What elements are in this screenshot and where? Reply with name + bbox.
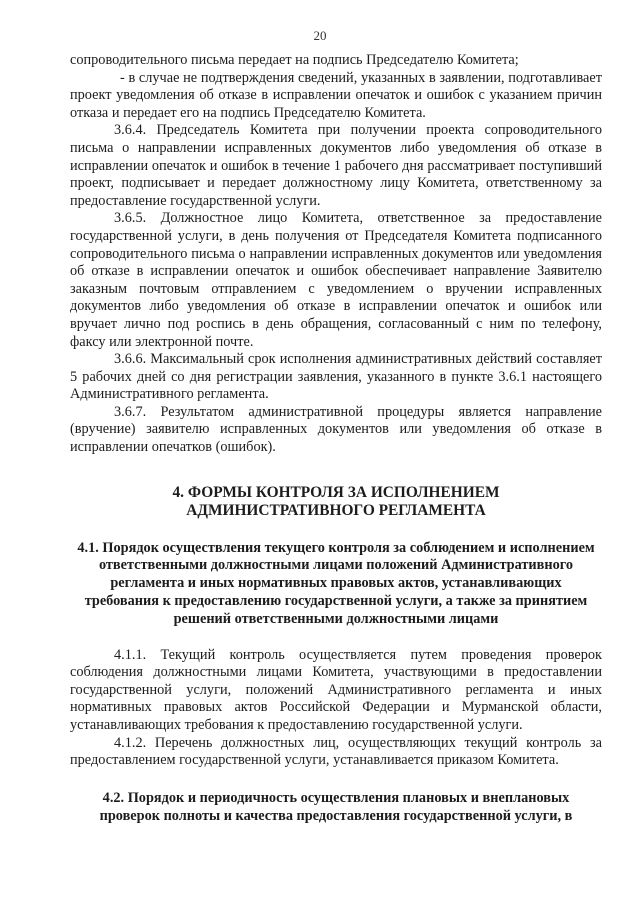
section-4-title [70,484,602,520]
section-4-title-line2: АДМИНИСТРАТИВНОГО РЕГЛАМЕНТА [186,501,486,519]
subsection-4-2-title: 4.2. Порядок и периодичность осуществления плановых и внеплановых проверок полноты и качества предоставления государственной услуги, в [99,789,573,824]
spacer [70,629,602,647]
paragraph-3-6-7: 3.6.7. Результатом административной процедуры является направление (вручение) заявителю исправленных документов или уведомления об отказе в исправлении опечатков (ошибок). [70,403,602,456]
subsection-4-1-title: 4.1. Порядок осуществления текущего контроля за соблюдением и исполнением ответственными должностными лицами положений Административного регламента и иных нормативных правовых актов, устанавливающих требования к предоставлению государственной услуги, а также за принятием решений ответственными должностными лицами [77,539,595,627]
page-number: 20 [313,28,327,43]
paragraph-4-1-1: 4.1.1. Текущий контроль осуществляется путем проведения проверок соблюдения должностными лицами Комитета, участвующими в предоставлении государственной услуги, положений Административного регламента и иных нормативных правовых актов Российской Федерации и Мурманской области, устанавливающих требования к предоставлению государственной услуги. [70,646,602,734]
document-body [70,52,602,825]
paragraph-list-item: - в случае не подтверждения сведений, указанных в заявлении, подготавливает проект уведомления об отказе в исправлении опечаток и ошибок с указанием причин отказа и передает его на подпись Председателю Комитета. [70,69,602,121]
paragraph-3-6-5: 3.6.5. Должностное лицо Комитета, ответственное за предоставление государственной услуги, в день получения от Председателя Комитета подписанного сопроводительного письма о направлении исправленных документов или уведомления об отказе в исправлении опечаток и ошибок обеспечивает направление Заявителю заказным почтовым отправлением с уведомлением о вручении исправленных документов либо уведомления об отказе в исправлении опечаток и ошибок или вручает лично под роспись в день обращения, согласованный с ним по телефону, факсу или электронной почте. [70,210,602,350]
section-4-title-line1: 4. ФОРМЫ КОНТРОЛЯ ЗА ИСПОЛНЕНИЕМ [172,483,500,501]
paragraph-continuation: сопроводительного письма передает на подпись Председателю Комитета; [70,52,519,68]
paragraph-3-6-6: 3.6.6. Максимальный срок исполнения административных действий составляет 5 рабочих дней со дня регистрации заявления, указанного в пункте 3.6.1 настоящего Административного регламента. [70,351,602,403]
paragraph-4-1-2: 4.1.2. Перечень должностных лиц, осуществляющих текущий контроль за предоставлением государственной услуги, устанавливается приказом Комитета. [70,734,602,769]
paragraph-3-6-4: 3.6.4. Председатель Комитета при получении проекта сопроводительного письма о направлении исправленных документов либо уведомления об отказе в исправлении опечаток и ошибок в течение 1 рабочего дня рассматривает поступивший проект, подписывает и передает должностному лицу Комитета, ответственному за предоставление государственной услуги. [70,122,602,209]
